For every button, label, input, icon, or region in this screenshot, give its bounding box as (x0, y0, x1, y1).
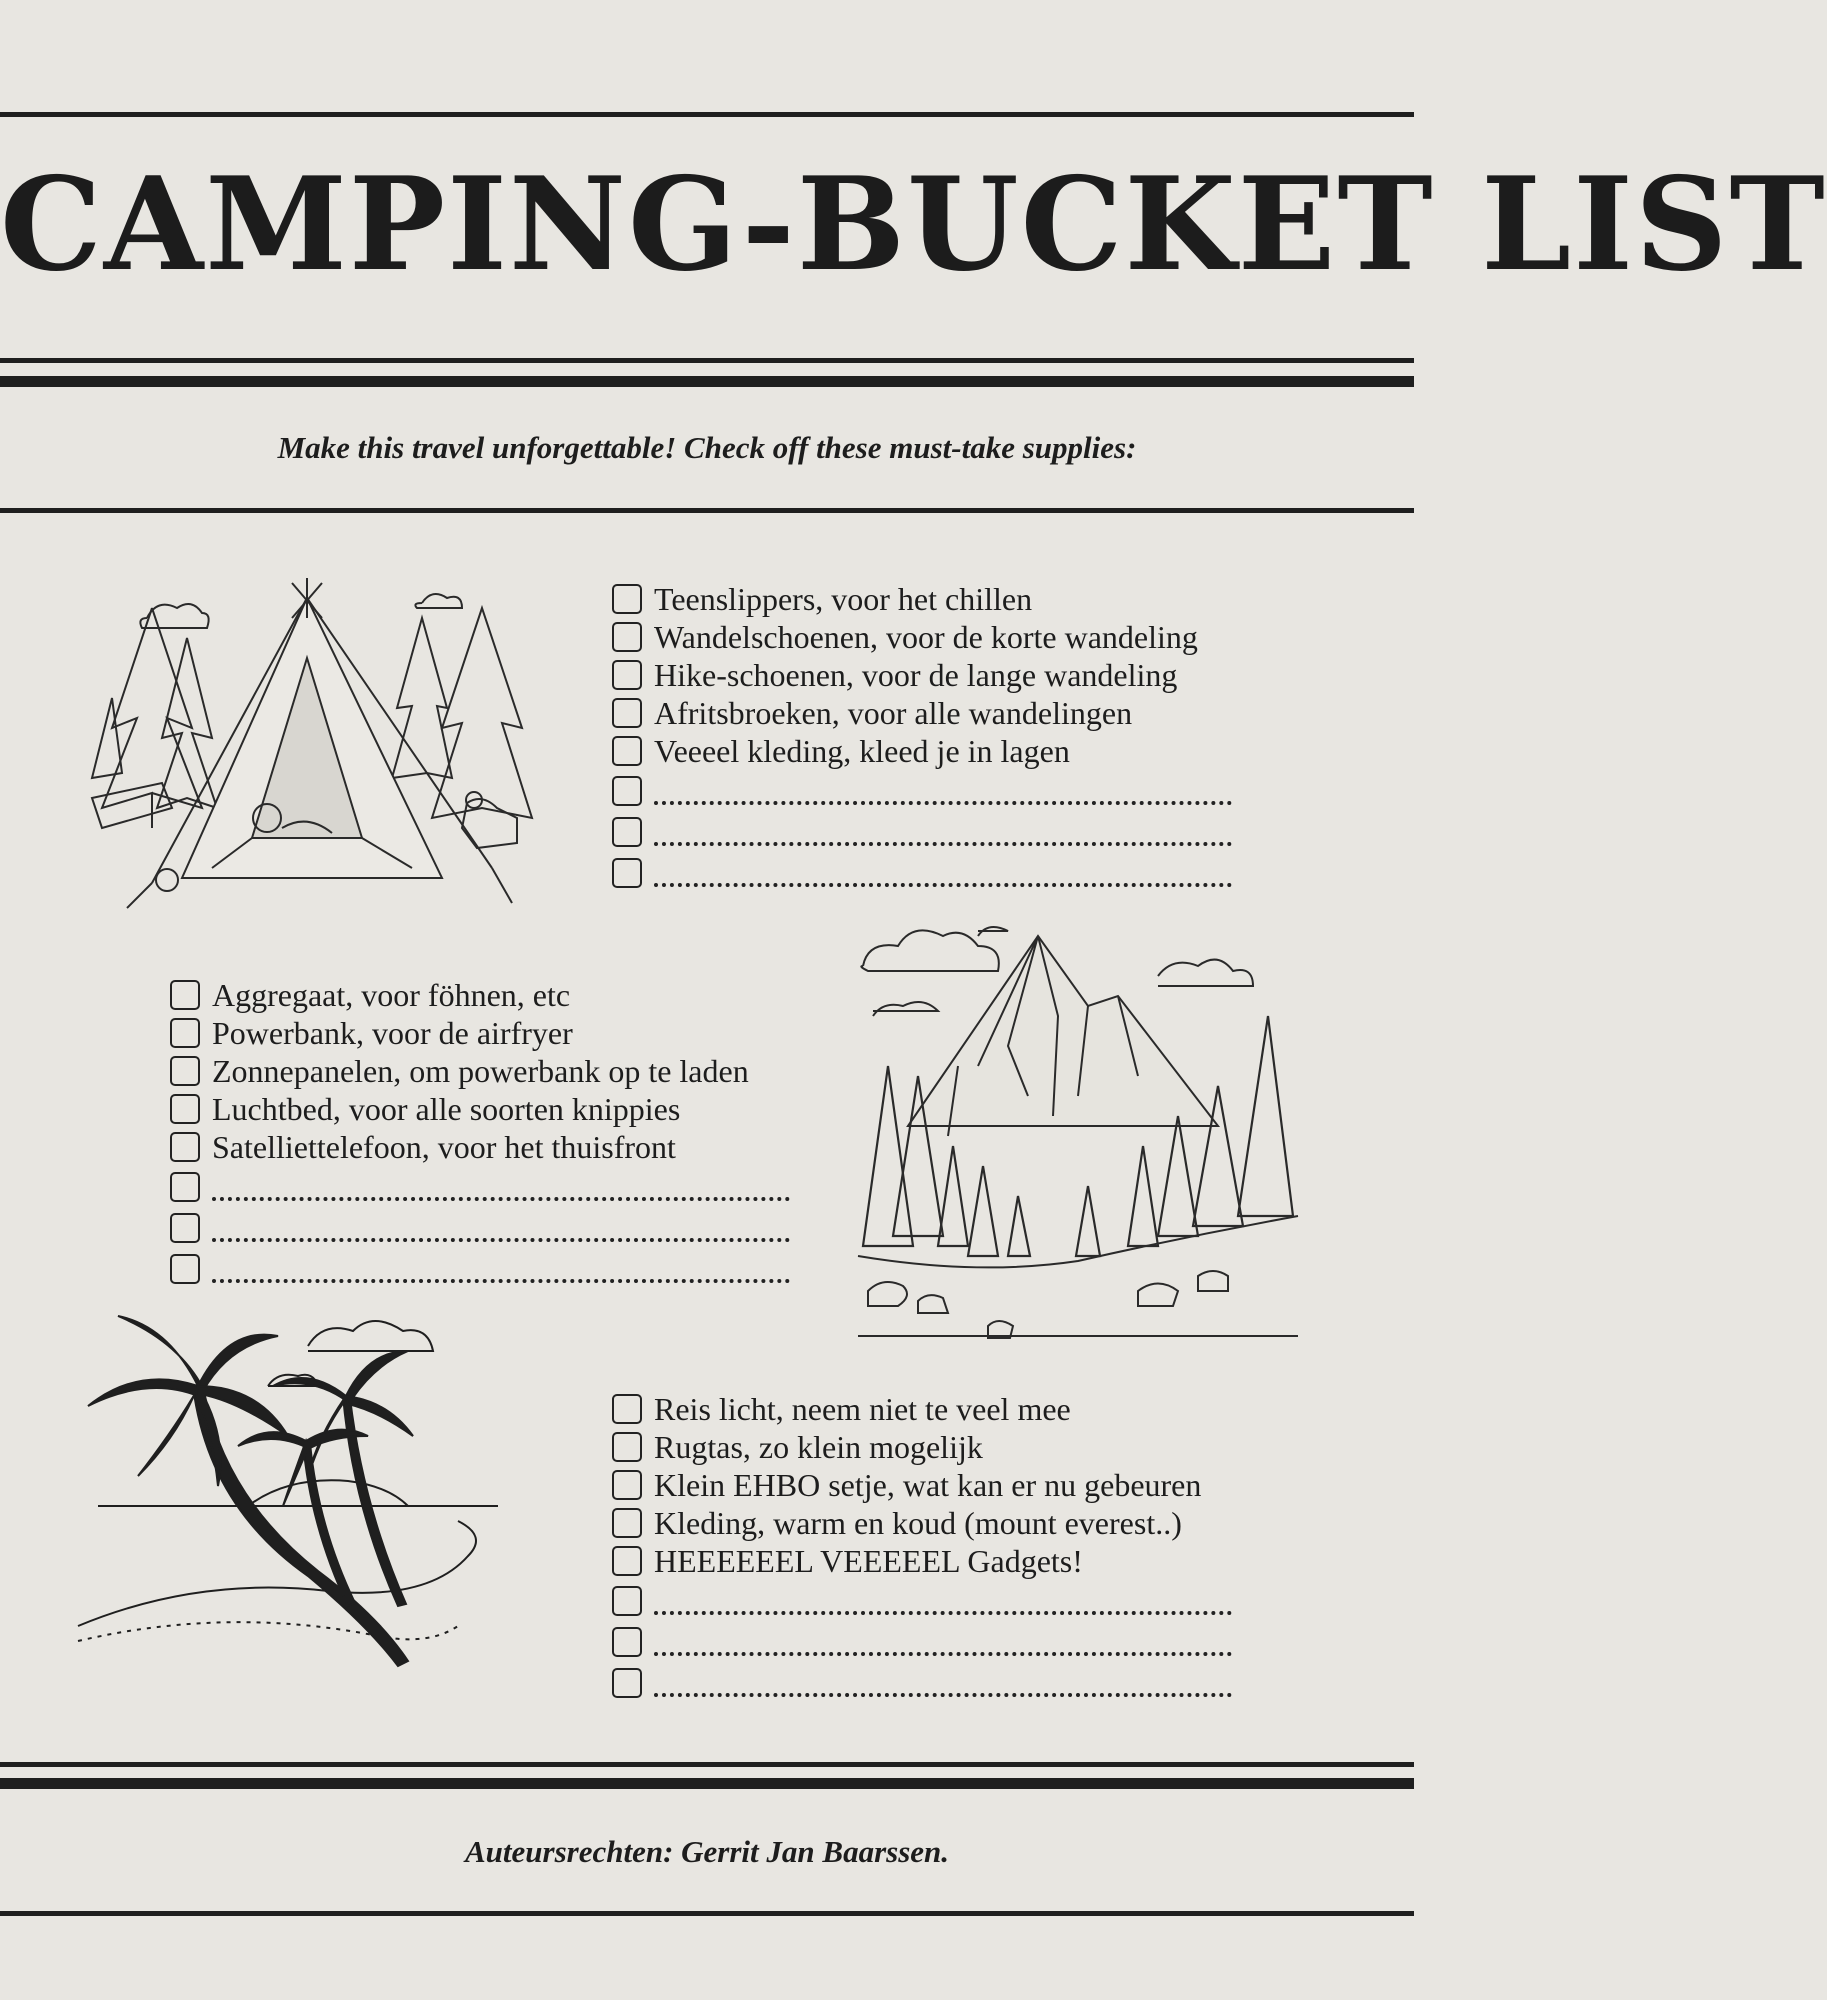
dotted-line[interactable] (654, 877, 1232, 887)
checkbox[interactable] (612, 584, 642, 614)
item-label: HEEEEEEL VEEEEEL Gadgets! (654, 1542, 1083, 1579)
checkbox[interactable] (612, 622, 642, 652)
pine-trees-right (392, 608, 532, 818)
blank-list-item[interactable] (612, 770, 1232, 811)
list-item[interactable] (170, 1090, 790, 1128)
list-item[interactable] (170, 1014, 790, 1052)
checkbox[interactable] (170, 1254, 200, 1284)
item-label: Afritsbroeken, voor alle wandelingen (654, 694, 1133, 731)
checkbox[interactable] (170, 1018, 200, 1048)
checkbox[interactable] (612, 1432, 642, 1462)
list-item[interactable] (612, 656, 1232, 694)
item-label: Wandelschoenen, voor de korte wandeling (654, 618, 1198, 655)
checkbox[interactable] (612, 817, 642, 847)
top-rule (0, 112, 1414, 117)
dotted-line[interactable] (654, 1605, 1232, 1615)
checkbox[interactable] (612, 1546, 642, 1576)
item-label: Satelliettelefoon, voor het thuisfront (212, 1128, 676, 1165)
checklist-clothing (612, 580, 1232, 893)
dog (462, 792, 517, 848)
dotted-line[interactable] (654, 1646, 1232, 1656)
blank-list-item[interactable] (612, 852, 1232, 893)
checkbox[interactable] (170, 980, 200, 1010)
mountain (908, 936, 1218, 1136)
checklist-travel (612, 1390, 1232, 1703)
blank-list-item[interactable] (170, 1166, 790, 1207)
list-item[interactable] (170, 1128, 790, 1166)
item-label: Luchtbed, voor alle soorten knippies (212, 1090, 681, 1127)
item-label: Hike-schoenen, voor de lange wandeling (654, 656, 1178, 693)
checkbox[interactable] (612, 776, 642, 806)
list-item[interactable] (612, 580, 1232, 618)
list-item[interactable] (612, 1390, 1232, 1428)
ball (156, 869, 178, 891)
item-label: Veeeel kleding, kleed je in lagen (654, 732, 1070, 769)
distant-island (248, 1480, 408, 1506)
list-item[interactable] (612, 618, 1232, 656)
list-item[interactable] (612, 1428, 1232, 1466)
checkbox[interactable] (612, 1586, 642, 1616)
tent-illustration (92, 578, 542, 918)
dotted-line[interactable] (212, 1273, 790, 1283)
item-label: Powerbank, voor de airfryer (212, 1014, 573, 1051)
list-item[interactable] (612, 1504, 1232, 1542)
title-underline-thin (0, 358, 1414, 363)
dotted-line[interactable] (212, 1232, 790, 1242)
list-item[interactable] (612, 694, 1232, 732)
footer-top-rule-thick (0, 1778, 1414, 1789)
item-label: Reis licht, neem niet te veel mee (654, 1390, 1071, 1427)
item-label: Rugtas, zo klein mogelijk (654, 1428, 983, 1465)
dotted-line[interactable] (212, 1191, 790, 1201)
checkbox[interactable] (612, 736, 642, 766)
list-item[interactable] (170, 976, 790, 1014)
foreground-rocks (858, 1216, 1298, 1338)
blank-list-item[interactable] (170, 1207, 790, 1248)
dotted-line[interactable] (654, 1687, 1232, 1697)
subtitle-underline (0, 508, 1414, 513)
copyright-footer: Auteursrechten: Gerrit Jan Baarssen. (464, 1834, 950, 1869)
checkbox[interactable] (612, 1668, 642, 1698)
clouds (268, 1321, 433, 1386)
checkbox[interactable] (612, 1627, 642, 1657)
checkbox[interactable] (170, 1132, 200, 1162)
checkbox[interactable] (170, 1172, 200, 1202)
checkbox[interactable] (612, 698, 642, 728)
blank-list-item[interactable] (612, 1662, 1232, 1703)
item-label: Aggregaat, voor föhnen, etc (212, 976, 571, 1013)
blank-list-item[interactable] (612, 1580, 1232, 1621)
item-label: Klein EHBO setje, wat kan er nu gebeuren (654, 1466, 1202, 1503)
checklist-electronics (170, 976, 790, 1289)
blank-list-item[interactable] (170, 1248, 790, 1289)
blank-list-item[interactable] (612, 1621, 1232, 1662)
checkbox[interactable] (612, 660, 642, 690)
item-label: Zonnepanelen, om powerbank op te laden (212, 1052, 749, 1089)
list-item[interactable] (612, 1466, 1232, 1504)
title-underline-thick (0, 376, 1414, 387)
dotted-line[interactable] (654, 836, 1232, 846)
list-item[interactable] (612, 732, 1232, 770)
footer-top-rule-thin (0, 1762, 1414, 1767)
subtitle: Make this travel unforgettable! Check off these must-take supplies: (277, 430, 1137, 465)
page-title: CAMPING-BUCKET LIST (0, 150, 1827, 300)
item-label: Teenslippers, voor het chillen (654, 580, 1033, 617)
checkbox[interactable] (170, 1056, 200, 1086)
item-label: Kleding, warm en koud (mount everest..) (654, 1504, 1182, 1541)
list-item[interactable] (612, 1542, 1232, 1580)
list-item[interactable] (170, 1052, 790, 1090)
checkbox[interactable] (612, 1394, 642, 1424)
checkbox[interactable] (612, 1508, 642, 1538)
palm-beach-illustration (78, 1306, 508, 1676)
checkbox[interactable] (170, 1094, 200, 1124)
checkbox[interactable] (612, 1470, 642, 1500)
palm-tree-small (238, 1351, 413, 1606)
dotted-line[interactable] (654, 795, 1232, 805)
bottom-rule (0, 1911, 1414, 1916)
blank-list-item[interactable] (612, 811, 1232, 852)
checkbox[interactable] (170, 1213, 200, 1243)
sand (78, 1622, 458, 1641)
mountain-illustration (858, 916, 1298, 1346)
checkbox[interactable] (612, 858, 642, 888)
